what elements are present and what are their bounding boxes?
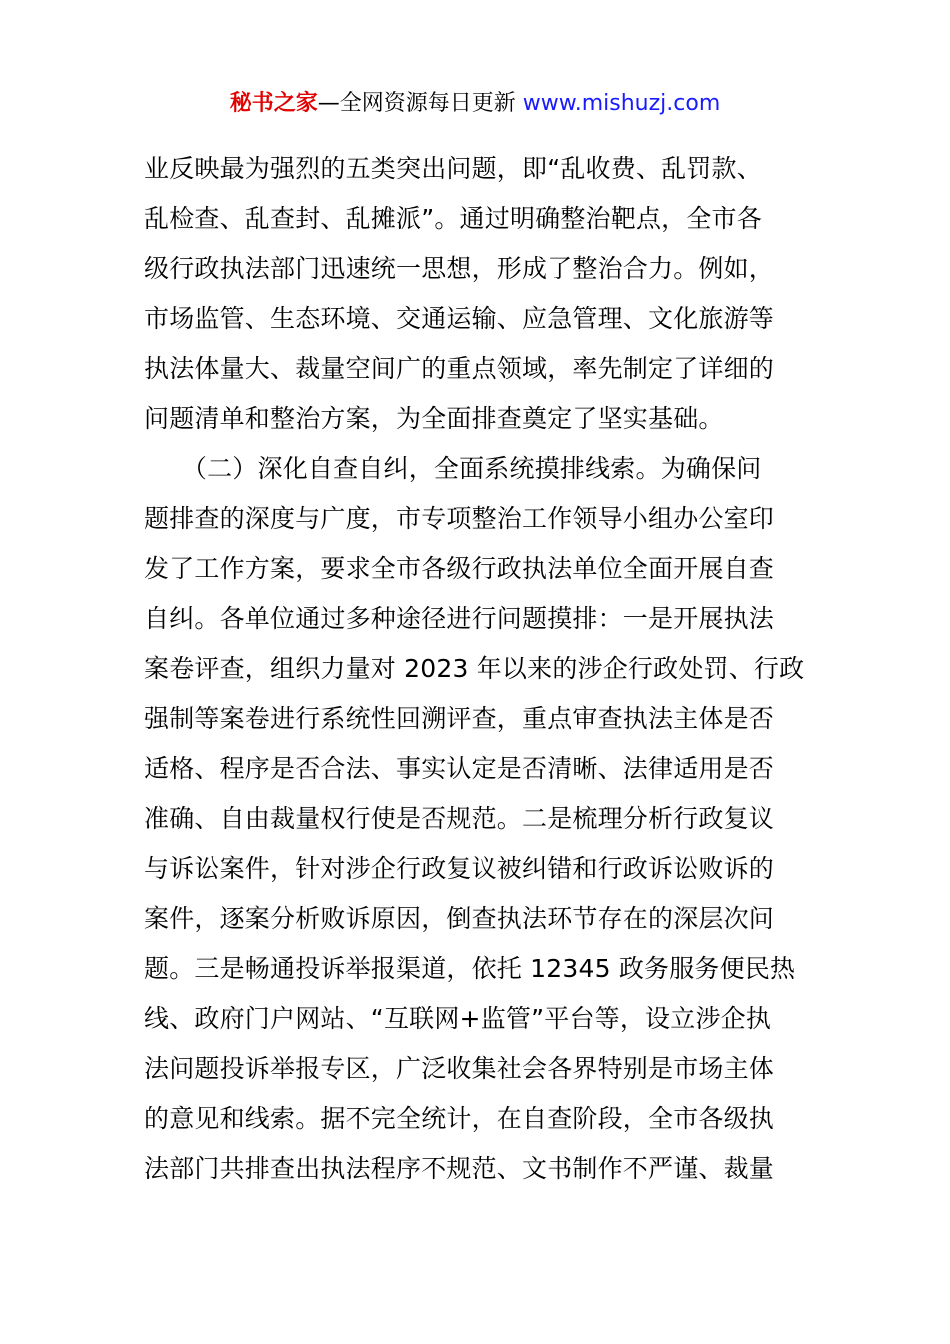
text-line: 的意见和线索。据不完全统计，在自查阶段，全市各级执 — [144, 1104, 775, 1133]
text-line: 发了工作方案，要求全市各级行政执法单位全面开展自查 — [144, 554, 775, 583]
text-line: 法问题投诉举报专区，广泛收集社会各界特别是市场主体 — [144, 1054, 775, 1083]
text-line: 级行政执法部门迅速统一思想，形成了整治合力。例如， — [144, 254, 775, 283]
document-body — [144, 144, 814, 1194]
site-brand: 秘书之家 — [229, 91, 318, 116]
text-line: 自纠。各单位通过多种途径进行问题摸排：一是开展执法 — [144, 604, 775, 633]
text-line: 乱检查、乱查封、乱摊派”。通过明确整治靶点，全市各 — [144, 204, 762, 233]
text-line: 题。三是畅通投诉举报渠道，依托 12345 政务服务便民热 — [144, 954, 796, 983]
text-line: 问题清单和整治方案，为全面排查奠定了坚实基础。 — [144, 404, 724, 433]
site-url-link[interactable]: www.mishuzj.com — [522, 91, 721, 116]
text-line: 与诉讼案件，针对涉企行政复议被纠错和行政诉讼败诉的 — [144, 854, 775, 883]
text-line: 准确、自由裁量权行使是否规范。二是梳理分析行政复议 — [144, 804, 775, 833]
text-line: 强制等案卷进行系统性回溯评查，重点审查执法主体是否 — [144, 704, 775, 733]
site-tagline: —全网资源每日更新 — [317, 91, 516, 116]
text-line: 线、政府门户网站、“互联网+监管”平台等，设立涉企执 — [144, 1004, 772, 1033]
text-line: 市场监管、生态环境、交通运输、应急管理、文化旅游等 — [144, 304, 775, 333]
text-line: 业反映最为强烈的五类突出问题，即“乱收费、乱罚款、 — [144, 154, 762, 183]
text-line: 案件，逐案分析败诉原因，倒查执法环节存在的深层次问 — [144, 904, 775, 933]
section-heading-line: （二）深化自查自纠，全面系统摸排线索。为确保问 — [144, 454, 762, 483]
text-line: 执法体量大、裁量空间广的重点领域，率先制定了详细的 — [144, 354, 775, 383]
text-line: 案卷评查，组织力量对 2023 年以来的涉企行政处罚、行政 — [144, 654, 805, 683]
text-line: 法部门共排查出执法程序不规范、文书制作不严谨、裁量 — [144, 1154, 775, 1183]
site-header — [0, 88, 950, 120]
text-line: 题排查的深度与广度，市专项整治工作领导小组办公室印 — [144, 504, 775, 533]
text-line: 适格、程序是否合法、事实认定是否清晰、法律适用是否 — [144, 754, 775, 783]
